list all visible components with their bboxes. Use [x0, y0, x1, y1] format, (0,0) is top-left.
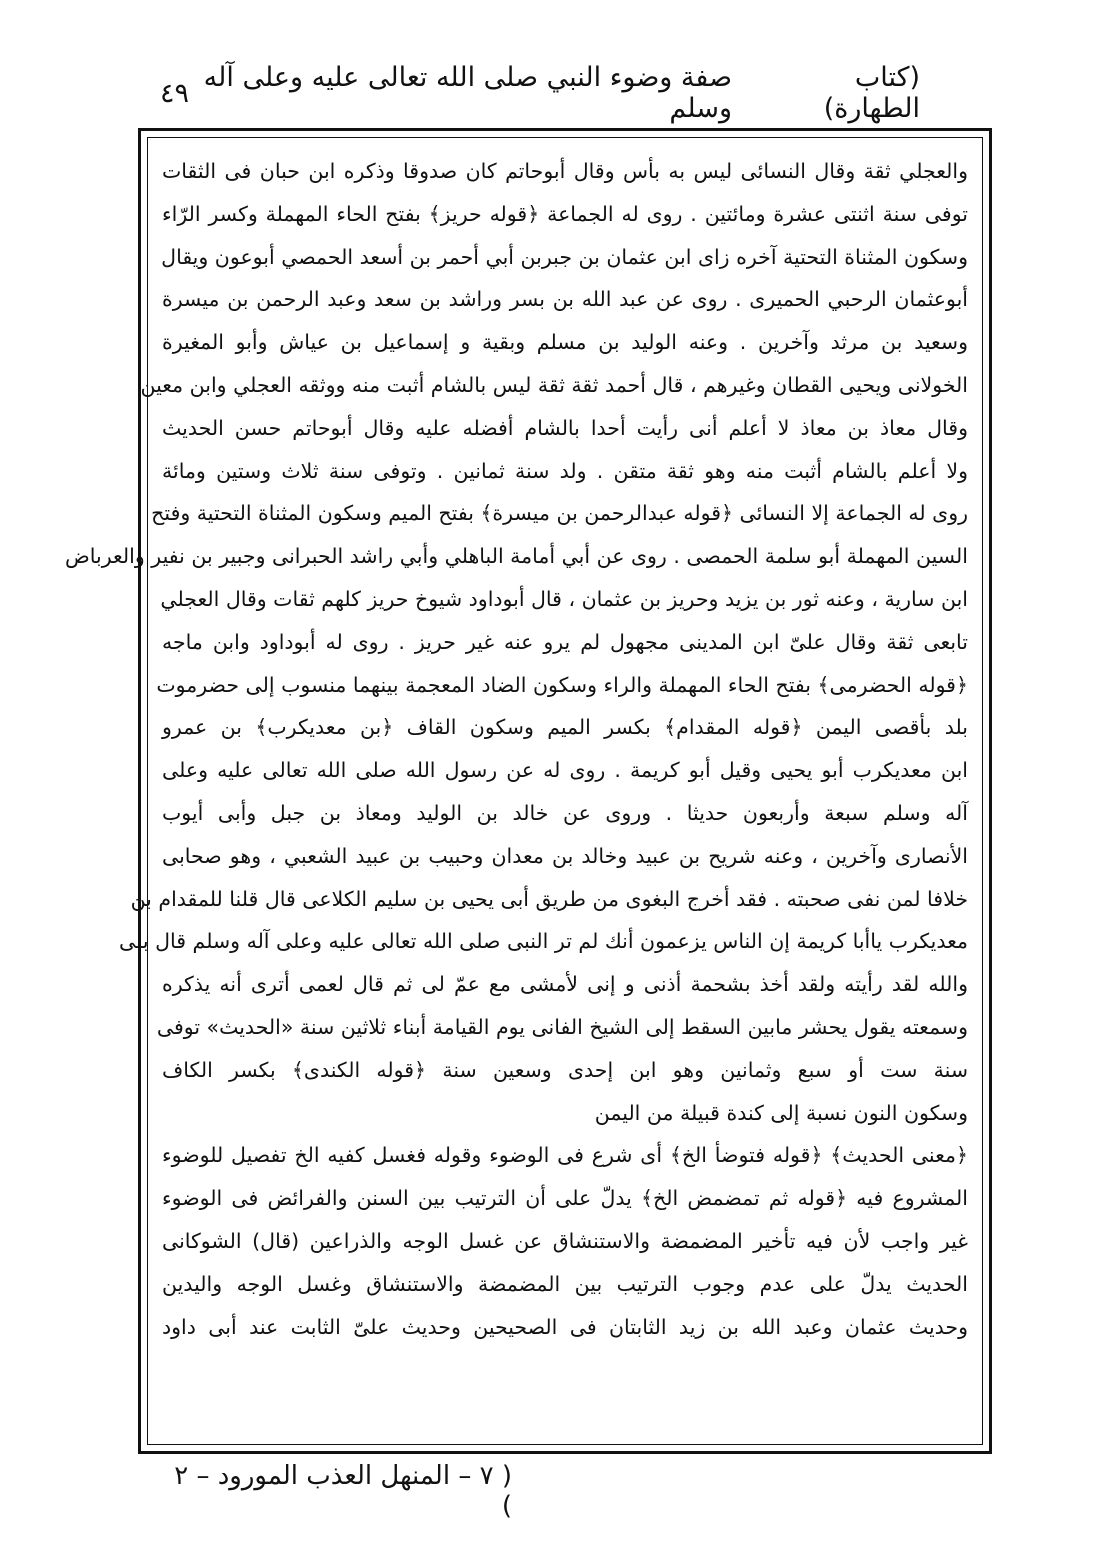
text-line: تابعى ثقة وقال علىّ ابن المدينى مجهول لم يرو عنه غير حريز . روى له أبوداود وابن ماجه: [162, 629, 968, 654]
text-line: الحديث يدلّ على عدم وجوب الترتيب بين المضمضة والاستنشاق وغسل الوجه واليدين: [162, 1271, 968, 1296]
text-line: وحديث عثمان وعبد الله بن زيد الثابتان فى الصحيحين وحديث علىّ الثابت عند أبى داود: [162, 1314, 968, 1339]
text-line: الأنصارى وآخرين ، وعنه شريح بن عبيد وخالد بن معدان وحبيب بن عبيد الشعبي ، وهو صحابى: [162, 843, 968, 868]
text-line: وقال معاذ بن معاذ لا أعلم أنى رأيت أحدا بالشام أفضله عليه وقال أبوحاتم حسن الحديث: [162, 415, 968, 440]
text-line: آله وسلم سبعة وأربعون حديثا . وروى عن خالد بن الوليد ومعاذ بن جبل وأبى أيوب: [162, 800, 968, 825]
text-line: المشروع فيه ﴿قوله ثم تمضمض الخ﴾ يدلّ على أن الترتيب بين السنن والفرائض فى الوضوء: [162, 1186, 968, 1211]
text-line: الخولانى ويحيى القطان وغيرهم ، قال أحمد ثقة ثقة ليس بالشام أثبت منه ووثقه العجلي وابن معين: [140, 372, 968, 397]
page-number: ٤٩: [160, 77, 190, 109]
text-line: أبوعثمان الرحبي الحميرى . روى عن عبد الله بن بسر وراشد بن سعد وعبد الرحمن بن ميسرة: [162, 287, 968, 312]
chapter-title: صفة وضوء النبي صلى الله تعالى عليه وعلى آله وسلم: [203, 62, 732, 124]
text-line: وسكون النون نسبة إلى كندة قبيلة من اليمن: [594, 1100, 968, 1125]
text-line: ﴿معنى الحديث﴾ ﴿قوله فتوضأ الخ﴾ أى شرع فى الوضوء وقوله فغسل كفيه الخ تفصيل للوضوء: [162, 1143, 968, 1168]
printer-signature: ( ٧ – المنهل العذب المورود – ٢ ): [174, 1461, 512, 1521]
text-line: ابن معديكرب أبو يحيى وقيل أبو كريمة . روى له عن رسول الله صلى الله تعالى عليه وعلى: [162, 758, 968, 783]
text-line: والله لقد رأيته ولقد أخذ بشحمة أذنى و إنى لأمشى مع عمّ لى ثم قال لعمى أترى أنه يذكره: [162, 972, 968, 997]
text-line: وسكون المثناة التحتية آخره زاى ابن عثمان بن جبربن أبي أحمر بن أسعد الحمصي أبوعون ويقال: [161, 244, 968, 269]
header-title-group: [189, 62, 920, 124]
book-title: (كتاب الطهارة): [823, 62, 920, 124]
text-line: ابن سارية ، وعنه ثور بن يزيد وحريز بن عثمان ، قال أبوداود شيوخ حريز كلهم ثقات وقال العجلي: [160, 586, 968, 611]
text-line: خلافا لمن نفى صحبته . فقد أخرج البغوى من طريق أبى يحيى بن سليم الكلاعى قال قلنا للمقدام بن: [130, 886, 968, 911]
text-line: السين المهملة أبو سلمة الحمصى . روى عن أبي أمامة الباهلي وأبي راشد الحبرانى وجبير بن نفير والعرباض: [65, 544, 968, 569]
text-line: والعجلي ثقة وقال النسائى ليس به بأس وقال أبوحاتم كان صدوقا وذكره ابن حبان فى الثقات: [162, 159, 968, 183]
text-line: روى له الجماعة إلا النسائى ﴿قوله عبدالرحمن بن ميسرة﴾ بفتح الميم وسكون المثناة التحتية وفتح: [151, 501, 968, 526]
text-line: توفى سنة اثنتى عشرة ومائتين . روى له الجماعة ﴿قوله حريز﴾ بفتح الحاء المهملة وكسر الرّاء: [162, 201, 968, 226]
text-line: ولا أعلم بالشام أثبت منه وهو ثقة متقن . ولد سنة ثمانين . وتوفى سنة ثلاث وستين ومائة: [162, 458, 968, 483]
text-line: سنة ست أو سبع وثمانين وهو ابن إحدى وسعين سنة ﴿قوله الكندى﴾ بكسر الكاف: [162, 1057, 968, 1082]
text-line: معديكرب ياأبا كريمة إن الناس يزعمون أنك لم تر النبى صلى الله تعالى عليه وعلى آله وسلم قال بلى: [119, 929, 968, 954]
text-line: بلد بأقصى اليمن ﴿قوله المقدام﴾ بكسر الميم وسكون القاف ﴿بن معديكرب﴾ بن عمرو: [162, 715, 968, 740]
text-line: غير واجب لأن فيه تأخير المضمضة والاستنشاق عن غسل الوجه والذراعين (قال) الشوكانى: [162, 1228, 968, 1253]
text-line: وسمعته يقول يحشر مابين السقط إلى الشيخ الفانى يوم القيامة أبناء ثلاثين سنة «الحديث» توفى: [156, 1014, 968, 1039]
text-line: وسعيد بن مرثد وآخرين . وعنه الوليد بن مسلم وبقية و إسماعيل بن عياش وأبو المغيرة: [162, 330, 968, 355]
body-text: [65, 150, 968, 1348]
page-header: [150, 62, 920, 124]
text-line: ﴿قوله الحضرمى﴾ بفتح الحاء المهملة والراء وسكون الضاد المعجمة بينهما منسوب إلى حضرموت: [156, 672, 968, 697]
